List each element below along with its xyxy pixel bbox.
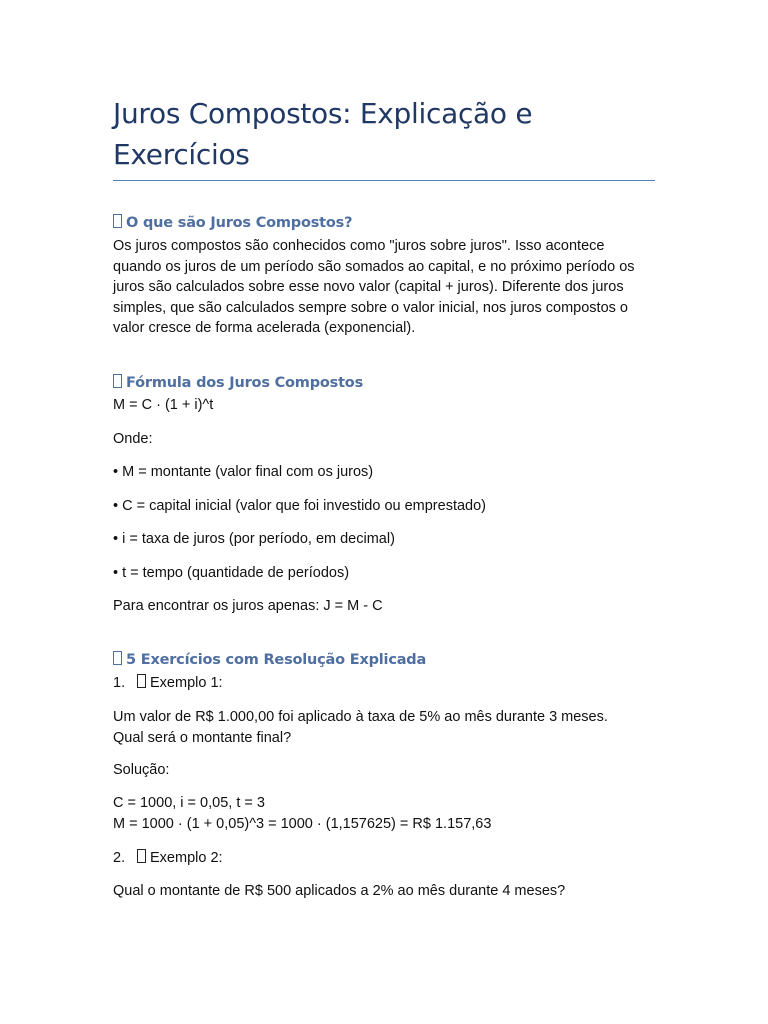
missing-glyph-icon bbox=[113, 214, 122, 228]
section-heading-what-is bbox=[113, 213, 352, 233]
title-line-1: Juros Compostos: Explicação e bbox=[113, 97, 533, 130]
bullet-item: • C = capital inicial (valor que foi investido ou emprestado) bbox=[113, 498, 486, 514]
bullet-item: • i = taxa de juros (por período, em decimal) bbox=[113, 531, 395, 547]
section-heading-label: Fórmula dos Juros Compostos bbox=[126, 375, 364, 391]
paragraph-line: quando os juros de um período são somados ao capital, e no próximo período os bbox=[113, 258, 635, 275]
juros-formula-text: Para encontrar os juros apenas: J = M - C bbox=[113, 598, 383, 614]
exercise-1-solution bbox=[113, 793, 658, 834]
question-line: Um valor de R$ 1.000,00 foi aplicado à taxa de 5% ao mês durante 3 meses. bbox=[113, 709, 608, 725]
title-line-2: Exercícios bbox=[113, 138, 250, 171]
section-paragraph-definition bbox=[113, 236, 658, 339]
solution-line: C = 1000, i = 0,05, t = 3 bbox=[113, 795, 265, 811]
onde-label: Onde: bbox=[113, 431, 153, 447]
document-title bbox=[113, 93, 658, 175]
section-heading-label: 5 Exercícios com Resolução Explicada bbox=[126, 652, 427, 668]
question-line: Qual será o montante final? bbox=[113, 729, 292, 746]
exercise-2-item bbox=[113, 848, 223, 869]
bullet-item: • t = tempo (quantidade de períodos) bbox=[113, 565, 350, 581]
paragraph-line: simples, que são calculados sempre sobre o valor inicial, nos juros compostos o bbox=[113, 299, 628, 316]
exercise-1-item bbox=[113, 673, 223, 694]
title-divider bbox=[113, 180, 655, 181]
list-number: 1. bbox=[113, 675, 126, 691]
exercise-label: Exemplo 2: bbox=[150, 850, 223, 866]
missing-glyph-icon bbox=[137, 674, 146, 688]
exercise-1-question bbox=[113, 707, 658, 748]
exercise-label: Exemplo 1: bbox=[150, 675, 223, 691]
section-heading-formula bbox=[113, 373, 363, 393]
missing-glyph-icon bbox=[113, 651, 122, 665]
paragraph-line: juros são calculados sobre esse novo valor (capital + juros). Diferente dos juros bbox=[113, 279, 624, 295]
paragraph-line: Os juros compostos são conhecidos como "juros sobre juros". Isso acontece bbox=[113, 238, 605, 254]
solution-label: Solução: bbox=[113, 762, 170, 778]
formula-text: M = C · (1 + i)^t bbox=[113, 397, 214, 413]
solution-line: M = 1000 · (1 + 0,05)^3 = 1000 · (1,157625) = R$ 1.157,63 bbox=[113, 815, 492, 832]
paragraph-line: valor cresce de forma acelerada (exponencial). bbox=[113, 320, 416, 336]
section-heading-exercises bbox=[113, 650, 426, 670]
missing-glyph-icon bbox=[113, 374, 122, 388]
exercise-2-question: Qual o montante de R$ 500 aplicados a 2% ao mês durante 4 meses? bbox=[113, 883, 566, 899]
missing-glyph-icon bbox=[137, 849, 146, 863]
section-heading-label: O que são Juros Compostos? bbox=[126, 215, 353, 231]
bullet-item: • M = montante (valor final com os juros) bbox=[113, 464, 374, 480]
list-number: 2. bbox=[113, 850, 126, 866]
